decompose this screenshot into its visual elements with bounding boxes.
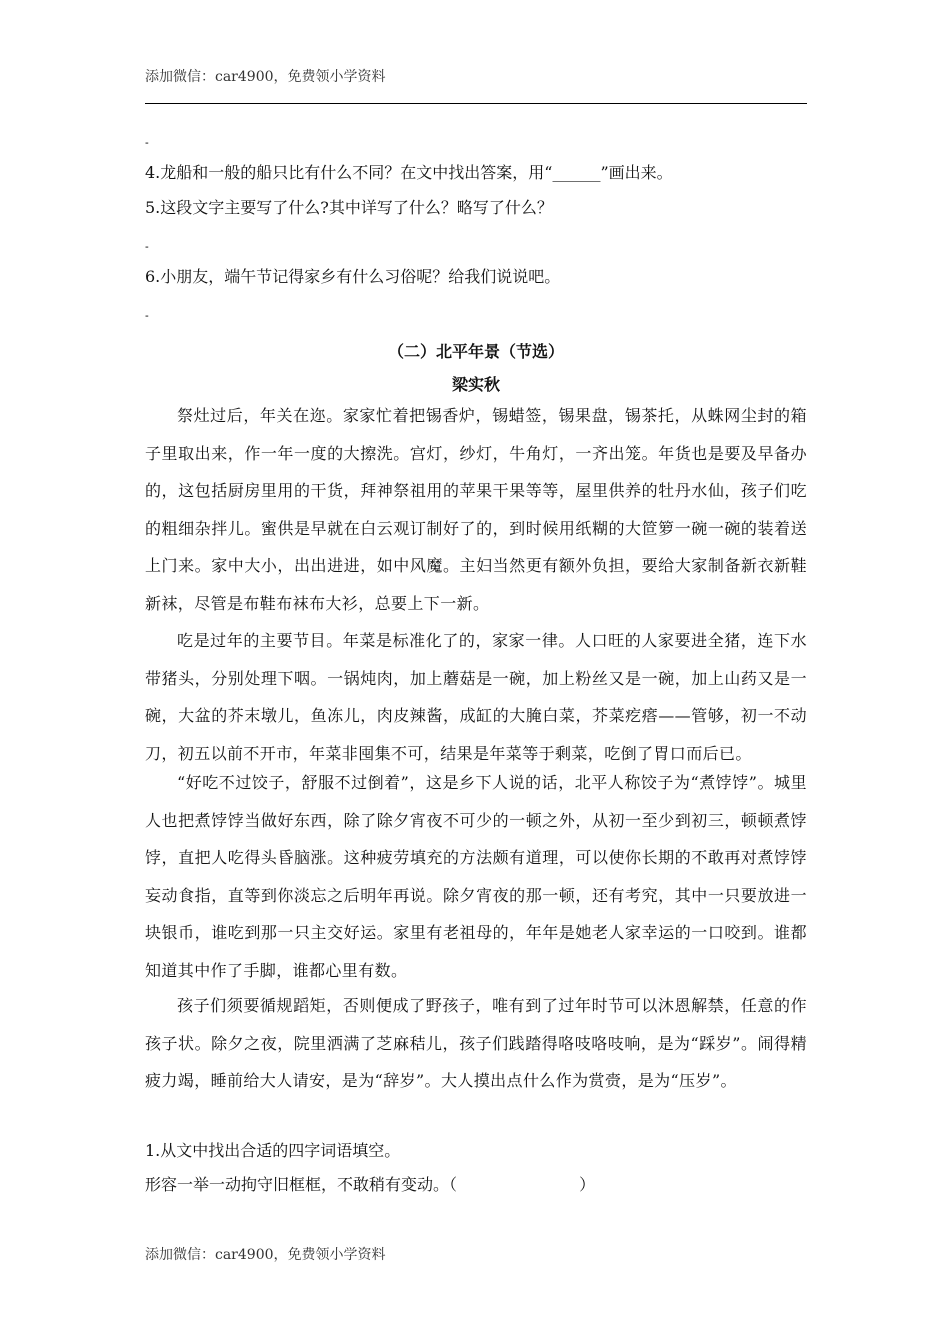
stray-mark: - bbox=[145, 309, 149, 322]
stray-mark: - bbox=[145, 136, 149, 149]
article-paragraph-4: 孩子们须要循规蹈矩，否则便成了野孩子，唯有到了过年时节可以沐恩解禁，任意的作孩子状。除夕之夜，院里洒满了芝麻秸儿，孩子们践踏得咯吱咯吱响，是为“踩岁”。闹得精疲力竭，睡前给大人请安，是为“辞岁”。大人摸出点什么作为赏赍，是为“压岁”。 bbox=[145, 996, 807, 1090]
question-1-prompt: 形容一举一动拘守旧框框，不敢稍有变动。（ ） bbox=[145, 1175, 596, 1194]
article-title: （二）北平年景（节选） bbox=[387, 342, 564, 361]
stray-mark: - bbox=[145, 240, 149, 253]
page-header: 添加微信：car4900，免费领小学资料 bbox=[145, 69, 386, 85]
article-author: 梁实秋 bbox=[451, 375, 500, 394]
question-1: 1.从文中找出合适的四字词语填空。 bbox=[145, 1141, 401, 1160]
question-4: 4.龙船和一般的船只比有什么不同？在文中找出答案，用“______”画出来。 bbox=[145, 163, 673, 182]
article-paragraph-3: “好吃不过饺子，舒服不过倒着”，这是乡下人说的话，北平人称饺子为“煮饽饽”。城里人也把煮饽饽当做好东西，除了除夕宵夜不可少的一顿之外，从初一至少到初三，顿顿煮饽饽，直把人吃得头昏脑涨。这种疲劳填充的方法颇有道理，可以使你长期的不敢再对煮饽饽妄动食指，直等到你淡忘之后明年再说。除夕宵夜的那一顿，还有考究，其中一只要放进一块银币，谁吃到那一只主交好运。家里有老祖母的，年年是她老人家幸运的一口咬到。谁都知道其中作了手脚，谁都心里有数。 bbox=[145, 773, 807, 980]
header-divider bbox=[145, 103, 807, 104]
article-paragraph-2: 吃是过年的主要节目。年菜是标准化了的，家家一律。人口旺的人家要进全猪，连下水带猪头，分别处理下咽。一锅炖肉，加上蘑菇是一碗，加上粉丝又是一碗，加上山药又是一碗，大盆的芥末墩儿，鱼冻儿，肉皮辣酱，成缸的大腌白菜，芥菜疙瘩——管够，初一不动刀，初五以前不开市，年菜非囤集不可，结果是年菜等于剩菜，吃倒了胃口而后已。 bbox=[145, 631, 807, 763]
page-footer: 添加微信：car4900，免费领小学资料 bbox=[145, 1247, 386, 1263]
article-paragraph-1: 祭灶过后，年关在迩。家家忙着把锡香炉，锡蜡签，锡果盘，锡茶托，从蛛网尘封的箱子里取出来，作一年一度的大擦洗。宫灯，纱灯，牛角灯，一齐出笼。年货也是要及早备办的，这包括厨房里用的干货，拜神祭祖用的苹果干果等等，屋里供养的牡丹水仙，孩子们吃的粗细杂拌儿。蜜供是早就在白云观订制好了的，到时候用纸糊的大笸箩一碗一碗的装着送上门来。家中大小，出出进进，如中风魔。主妇当然更有额外负担，要给大家制备新衣新鞋新袜，尽管是布鞋布袜布大衫，总要上下一新。 bbox=[145, 406, 807, 613]
question-6: 6.小朋友，端午节记得家乡有什么习俗呢？给我们说说吧。 bbox=[145, 267, 561, 286]
question-5: 5.这段文字主要写了什么?其中详写了什么？略写了什么？ bbox=[145, 198, 553, 217]
